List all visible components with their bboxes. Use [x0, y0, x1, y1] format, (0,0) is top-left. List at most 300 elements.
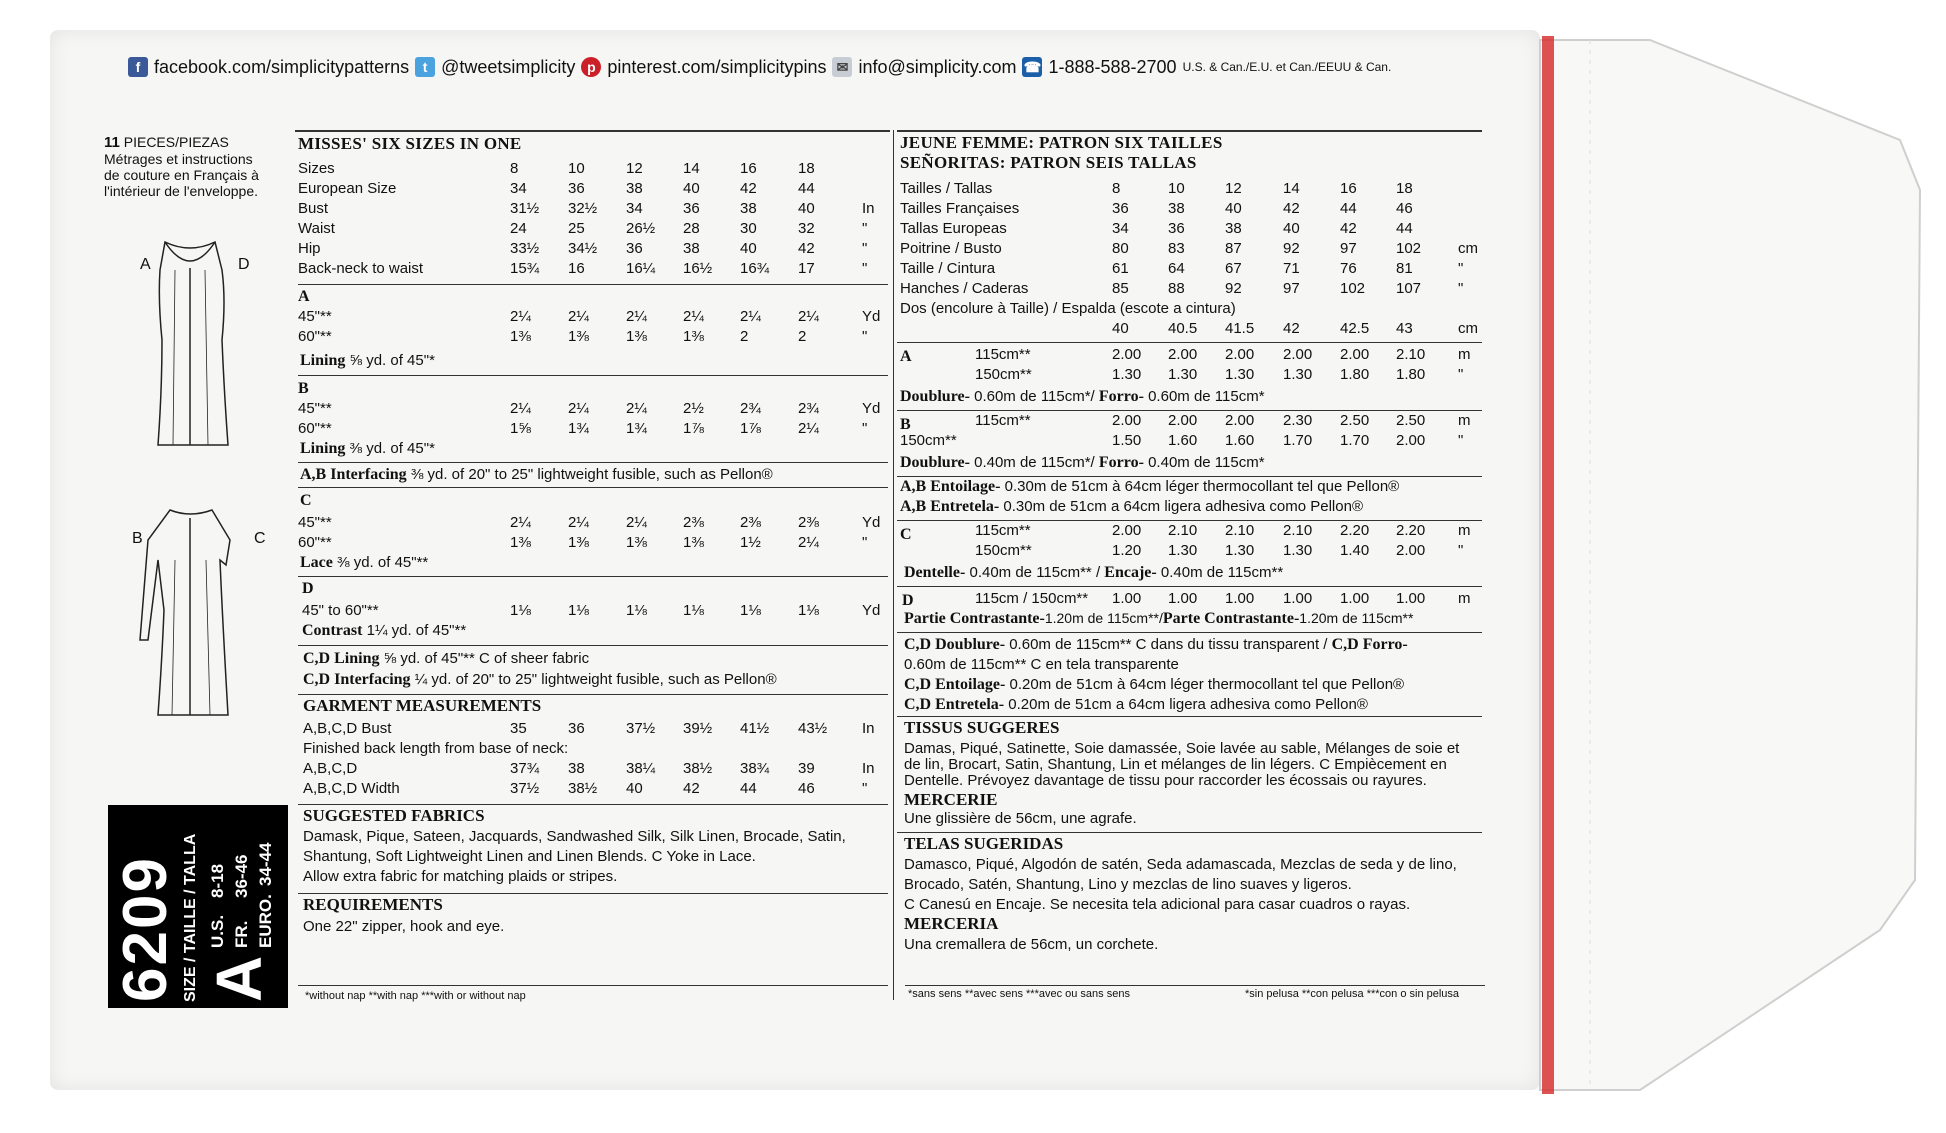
entoilage-text: 0.30m de 51cm à 64cm léger thermocollant tel que Pellon® — [1000, 478, 1400, 495]
rule — [897, 632, 1482, 633]
garment-row-value: 42 — [683, 780, 700, 797]
size-row-unit: " — [1458, 260, 1464, 277]
pattern-number: 6209 — [111, 856, 180, 1002]
size-row-value: 42 — [1340, 220, 1357, 237]
cd-lining-text: ⅝ yd. of 45"** C of sheer fabric — [379, 650, 590, 667]
contrast-text: 1¼ yd. of 45"** — [362, 622, 467, 639]
size-row-label: Tailles Françaises — [900, 200, 1020, 217]
size-row-value: 16 — [1340, 180, 1357, 197]
size-row-label: Poitrine / Busto — [900, 240, 1002, 257]
dentelle-text: 0.40m de 115cm** / — [965, 564, 1105, 581]
garment-row-value: 37¾ — [510, 760, 540, 777]
parte-label: Parte Contrastante- — [1162, 610, 1300, 627]
size-row-value: 85 — [1112, 280, 1129, 297]
meterage-row-label: 150cm** — [975, 366, 1032, 383]
encaje-label: Encaje- — [1104, 564, 1157, 581]
dos-label: Dos (encolure à Taille) / Espalda (escote a cintura) — [900, 300, 1236, 317]
rule — [897, 586, 1482, 587]
meterage-row-unit: m — [1458, 412, 1471, 429]
cd-entretela-line — [904, 696, 1368, 714]
suggested-fabrics-title: SUGGESTED FABRICS — [303, 806, 485, 825]
dress-view-ad-drawing — [158, 242, 228, 445]
size-row-value: 8 — [510, 160, 519, 177]
view-c-heading: C — [900, 526, 912, 543]
phone-icon: ☎ — [1023, 59, 1042, 75]
meterage-row-value: 1.80 — [1340, 366, 1370, 383]
yardage-row-unit: Yd — [862, 308, 881, 325]
tissus-text: Dentelle. Prévoyez davantage de tissu pour raccorder les écossais ou rayures. — [904, 772, 1427, 789]
size-row-value: 36 — [1112, 200, 1129, 217]
yardage-row-value: 1¾ — [626, 420, 647, 437]
size-row-unit: " — [862, 240, 868, 257]
yardage-row-value: 1¾ — [568, 420, 589, 437]
meterage-row-label: 150cm** — [900, 432, 957, 449]
contrast-line — [302, 622, 466, 640]
meterage-row-label: 150cm** — [975, 542, 1032, 559]
yardage-row-value: 2⅜ — [798, 514, 819, 531]
size-row-value: 31½ — [510, 200, 540, 217]
telas-text: Brocado, Satén, Shantung, Lino y mezclas de lino suaves y ligeros. — [904, 876, 1352, 893]
size-row-unit: " — [1458, 280, 1464, 297]
garment-row-value: 38¾ — [740, 760, 770, 777]
lining-line — [300, 440, 435, 458]
size-row-value: 12 — [1225, 180, 1242, 197]
meterage-row-value: 1.80 — [1396, 366, 1426, 383]
garment-row-value: 38 — [568, 760, 585, 777]
ab-entoilage-line — [900, 478, 1399, 496]
size-row-value: 36 — [626, 240, 643, 257]
cd-entoilage-label: C,D Entoilage- — [904, 676, 1006, 693]
size-row-value: 61 — [1112, 260, 1129, 277]
yardage-row-value: 2¼ — [510, 514, 531, 531]
yardage-row-value: 2 — [798, 328, 807, 345]
dos-row-value: 42.5 — [1340, 320, 1370, 337]
rule — [298, 462, 888, 463]
yardage-row-value: 1⅛ — [798, 602, 819, 619]
yardage-row-unit: Yd — [862, 400, 881, 417]
tissus-text: Damas, Piqué, Satinette, Soie damassée, Soie lavée au sable, Mélanges de soie et — [904, 740, 1460, 757]
lining-line — [300, 352, 435, 370]
rule — [897, 410, 1482, 411]
yardage-row-value: 2¾ — [798, 400, 819, 417]
meterage-row-value: 1.20 — [1112, 542, 1142, 559]
email-link[interactable]: info@simplicity.com — [858, 56, 1017, 77]
size-row-value: 76 — [1340, 260, 1357, 277]
cd-lining-line — [303, 650, 589, 668]
size-row-value: 40 — [683, 180, 700, 197]
size-row-label: Bust — [298, 200, 329, 217]
merceria-title: MERCERIA — [904, 914, 999, 933]
dentelle-line — [904, 564, 1283, 582]
yardage-row-label: 60"** — [298, 420, 332, 437]
yardage-row-unit: " — [862, 534, 868, 551]
size-row-value: 10 — [1168, 180, 1185, 197]
forro-label: Forro- — [1098, 388, 1144, 405]
doublure-text: 0.40m de 115cm*/ — [969, 454, 1099, 471]
meterage-row-value: 2.00 — [1168, 412, 1198, 429]
twitter-icon: t — [415, 57, 435, 77]
meterage-row-value: 1.00 — [1168, 590, 1198, 607]
size-row-value: 83 — [1168, 240, 1185, 257]
partie-text: 1.20m de 115cm**/ — [1044, 610, 1163, 626]
size-row-label: Tailles / Tallas — [900, 180, 993, 197]
size-row-label: Back-neck to waist — [298, 260, 424, 277]
doublure-line — [900, 454, 1265, 472]
size-letter: A — [203, 955, 275, 1002]
size-row-value: 24 — [510, 220, 527, 237]
interfacing-text: ⅜ yd. of 20" to 25" lightweight fusible, such as Pellon® — [406, 466, 773, 483]
size-row-value: 16¼ — [626, 260, 656, 277]
yardage-row-value: 1⅞ — [740, 420, 761, 437]
view-a-heading: A — [900, 348, 912, 365]
size-row-value: 38 — [1225, 220, 1242, 237]
meterage-row-value: 2.10 — [1283, 522, 1313, 539]
requirements-title: REQUIREMENTS — [303, 895, 443, 914]
entretela-label: A,B Entretela- — [900, 498, 1000, 515]
size-row-value: 44 — [798, 180, 815, 197]
garment-row-unit: In — [862, 760, 875, 777]
meterage-row-value: 1.30 — [1225, 366, 1255, 383]
tissus-text: de lin, Brocart, Satin, Shantung, Lin et mélanges de lin légers. C Empiècement en — [904, 756, 1447, 773]
meterage-row-unit: " — [1458, 432, 1464, 449]
meterage-row-value: 2.10 — [1168, 522, 1198, 539]
meterage-row-value: 2.10 — [1396, 346, 1426, 363]
meterage-row-unit: m — [1458, 522, 1471, 539]
rule — [897, 342, 1482, 343]
yardage-row-label: 45" to 60"** — [302, 602, 379, 619]
size-row-value: 36 — [1168, 220, 1185, 237]
garment-row-value: 35 — [510, 720, 527, 737]
telas-text: C Canesú en Encaje. Se necesita tela adicional para casar cuadros o rayas. — [904, 896, 1411, 913]
garment-row-unit: " — [862, 780, 868, 797]
size-row-value: 14 — [1283, 180, 1300, 197]
merceria-text: Una cremallera de 56cm, un corchete. — [904, 936, 1159, 953]
yardage-row-value: 1⅛ — [568, 602, 589, 619]
pieces-note-line: Métrages et instructions — [104, 151, 253, 167]
size-row-value: 10 — [568, 160, 585, 177]
meterage-row-label: 115cm / 150cm** — [975, 590, 1089, 607]
size-row-value: 64 — [1168, 260, 1185, 277]
rule — [298, 893, 888, 894]
rule — [295, 130, 890, 132]
size-row-value: 16½ — [683, 260, 713, 277]
size-row-value: 97 — [1340, 240, 1357, 257]
meterage-row-value: 1.70 — [1283, 432, 1313, 449]
size-row-value: 36 — [683, 200, 700, 217]
view-label-c: C — [254, 530, 266, 547]
yardage-row-value: 2¼ — [626, 308, 647, 325]
meterage-row-unit: m — [1458, 590, 1471, 607]
size-row-value: 38 — [1168, 200, 1185, 217]
cd-forro-label: C,D Forro- — [1331, 636, 1408, 653]
yardage-row-label: 45"** — [298, 514, 332, 531]
ab-interfacing-line — [300, 466, 773, 484]
yardage-row-value: 1⅝ — [510, 420, 531, 437]
entretela-text: 0.30m de 51cm a 64cm ligera adhesiva como Pellon® — [999, 498, 1363, 515]
size-row-value: 92 — [1283, 240, 1300, 257]
lining-text: ⅝ yd. of 45"* — [345, 352, 435, 369]
size-row-value: 14 — [683, 160, 700, 177]
size-row-value: 32½ — [568, 200, 598, 217]
size-row-value: 102 — [1396, 240, 1422, 257]
meterage-row-unit: " — [1458, 366, 1464, 383]
yardage-row-value: 1⅛ — [740, 602, 761, 619]
size-row-unit: " — [862, 220, 868, 237]
meterage-row-value: 1.00 — [1225, 590, 1255, 607]
size-row-value: 34 — [1112, 220, 1129, 237]
size-row-value: 34 — [626, 200, 643, 217]
cd-entoilage-line — [904, 676, 1404, 694]
size-row-value: 18 — [1396, 180, 1413, 197]
garment-row-label: A,B,C,D Width — [303, 780, 400, 797]
view-a-heading: A — [298, 288, 310, 305]
yardage-row-value: 2¼ — [626, 400, 647, 417]
yardage-row-unit: Yd — [862, 602, 881, 619]
cd-interfacing-text: ¼ yd. of 20" to 25" lightweight fusible, such as Pellon® — [410, 671, 777, 688]
size-row-value: 40 — [798, 200, 815, 217]
meterage-row-value: 1.30 — [1168, 542, 1198, 559]
size-row-value: 16 — [568, 260, 585, 277]
rule — [897, 520, 1482, 521]
partie-label: Partie Contrastante- — [904, 610, 1045, 627]
dress-view-bc-drawing — [140, 510, 230, 715]
yardage-row-value: 2½ — [683, 400, 704, 417]
french-title: JEUNE FEMME: PATRON SIX TAILLES — [900, 133, 1223, 152]
yardage-row-value: 1⅜ — [568, 534, 589, 551]
size-row-value: 107 — [1396, 280, 1422, 297]
yardage-row-unit: " — [862, 420, 868, 437]
fabrics-text: Damask, Pique, Sateen, Jacquards, Sandwashed Silk, Silk Linen, Brocade, Satin, — [303, 828, 846, 845]
phone-number: 1-888-588-2700 — [1048, 56, 1177, 77]
dos-row-value: 43 — [1396, 320, 1413, 337]
view-label-d: D — [238, 256, 250, 273]
garment-row-value: 37½ — [510, 780, 540, 797]
mercerie-title: MERCERIE — [904, 790, 998, 809]
size-row-value: 26½ — [626, 220, 656, 237]
footnote-french: *sans sens **avec sens ***avec ou sans sens — [908, 988, 1130, 1000]
view-label-b: B — [132, 530, 143, 547]
facebook-icon: f — [128, 57, 148, 77]
size-row-unit: " — [862, 260, 868, 277]
meterage-row-value: 1.00 — [1283, 590, 1313, 607]
cd-interfacing-label: C,D Interfacing — [303, 671, 411, 688]
yardage-row-value: 1⅞ — [683, 420, 704, 437]
yardage-row-value: 2¼ — [568, 308, 589, 325]
size-row-value: 42 — [740, 180, 757, 197]
size-row-label: European Size — [298, 180, 397, 197]
euro-sizes: 34-44 — [256, 842, 275, 886]
size-row-value: 46 — [1396, 200, 1413, 217]
cd-entretela-text: 0.20m de 51cm a 64cm ligera adhesiva como Pellon® — [1004, 696, 1368, 713]
phone-region: U.S. & Can./E.U. et Can./EEUU & Can. — [1182, 60, 1392, 74]
view-d-heading: D — [902, 592, 914, 609]
size-row-value: 80 — [1112, 240, 1129, 257]
rule — [897, 832, 1482, 833]
encaje-text: 0.40m de 115cm** — [1156, 564, 1284, 581]
yardage-row-value: 1⅜ — [683, 534, 704, 551]
garment-row-value: 39½ — [683, 720, 713, 737]
forro-text: 0.40m de 115cm* — [1143, 454, 1265, 471]
us-sizes: 8-18 — [208, 863, 227, 898]
size-row-unit: cm — [1458, 240, 1478, 257]
yardage-row-unit: Yd — [862, 514, 881, 531]
size-row-value: 17 — [798, 260, 815, 277]
size-row-label: Hip — [298, 240, 321, 257]
pieces-count: 11 — [104, 134, 120, 151]
forro-label: Forro- — [1098, 454, 1144, 471]
rule — [298, 645, 888, 646]
footnote-english: *without nap **with nap ***with or without nap — [305, 990, 526, 1002]
rule — [905, 985, 1485, 986]
size-row-value: 42 — [798, 240, 815, 257]
size-row-value: 32 — [798, 220, 815, 237]
meterage-row-value: 1.40 — [1340, 542, 1370, 559]
size-label: SIZE / TAILLE / TALLA — [182, 833, 199, 1002]
facebook-link[interactable]: facebook.com/simplicitypatterns — [154, 56, 410, 77]
fabrics-text: Shantung, Soft Lightweight Linen and Linen Blends. C Yoke in Lace. — [303, 848, 756, 865]
twitter-link[interactable]: @tweetsimplicity — [441, 56, 576, 77]
size-row-value: 8 — [1112, 180, 1121, 197]
us-label: U.S. — [208, 914, 227, 948]
dos-row-value: 42 — [1283, 320, 1300, 337]
meterage-row-value: 2.50 — [1396, 412, 1426, 429]
yardage-row-value: 2¼ — [798, 308, 819, 325]
size-row-label: Hanches / Caderas — [900, 280, 1029, 297]
view-d-heading: D — [302, 580, 314, 597]
size-row-label: Sizes — [298, 160, 335, 177]
size-row-label: Taille / Cintura — [900, 260, 996, 277]
yardage-row-value: 2¼ — [510, 308, 531, 325]
meterage-row-value: 1.30 — [1283, 542, 1313, 559]
view-label-a: A — [140, 256, 151, 273]
yardage-row-value: 1½ — [740, 534, 761, 551]
fr-label: FR. — [232, 920, 251, 948]
garment-row-value: 38½ — [568, 780, 598, 797]
meterage-row-value: 2.00 — [1168, 346, 1198, 363]
telas-title: TELAS SUGERIDAS — [904, 834, 1064, 853]
rule — [897, 716, 1482, 717]
yardage-row-value: 1⅛ — [683, 602, 704, 619]
yardage-row-value: 1⅜ — [568, 328, 589, 345]
pieces-label: PIECES/PIEZAS — [123, 134, 229, 150]
meterage-row-value: 2.00 — [1225, 346, 1255, 363]
yardage-row-label: 45"** — [298, 400, 332, 417]
meterage-row-label: 115cm** — [975, 412, 1031, 429]
dos-row-value: 41.5 — [1225, 320, 1255, 337]
garment-row-value: 41½ — [740, 720, 770, 737]
tissus-title: TISSUS SUGGERES — [904, 718, 1060, 737]
meterage-row-value: 1.30 — [1283, 366, 1313, 383]
size-row-value: 16¾ — [740, 260, 770, 277]
meterage-row-value: 2.00 — [1225, 412, 1255, 429]
yardage-row-value: 1⅜ — [626, 328, 647, 345]
cd-lining-label: C,D Lining — [303, 650, 380, 667]
forro-text: 0.60m de 115cm* — [1143, 388, 1265, 405]
view-b-heading: B — [298, 380, 309, 397]
dos-row-value: 40.5 — [1168, 320, 1198, 337]
cd-doublure-text: 0.60m de 115cm** C dans du tissu transparent / — [1005, 636, 1332, 653]
size-row-value: 12 — [626, 160, 643, 177]
pinterest-link[interactable]: pinterest.com/simplicitypins — [607, 56, 827, 77]
english-title: MISSES' SIX SIZES IN ONE — [298, 134, 522, 153]
view-b-heading: B — [900, 416, 911, 433]
garment-row-value: 39 — [798, 760, 815, 777]
rule — [897, 130, 1482, 132]
size-row-value: 38 — [683, 240, 700, 257]
lining-label: Lining — [300, 352, 346, 369]
meterage-row-value: 1.30 — [1112, 366, 1142, 383]
meterage-row-value: 1.60 — [1225, 432, 1255, 449]
size-row-value: 18 — [798, 160, 815, 177]
meterage-row-value: 1.50 — [1112, 432, 1142, 449]
dentelle-label: Dentelle- — [904, 564, 966, 581]
size-row-unit: In — [862, 200, 875, 217]
cd-entretela-label: C,D Entretela- — [904, 696, 1005, 713]
entoilage-label: A,B Entoilage- — [900, 478, 1001, 495]
doublure-label: Doublure- — [900, 388, 970, 405]
euro-label: EURO. — [256, 894, 275, 948]
mercerie-text: Une glissière de 56cm, une agrafe. — [904, 810, 1137, 827]
meterage-row-value: 1.70 — [1340, 432, 1370, 449]
size-row-value: 40 — [1283, 220, 1300, 237]
yardage-row-label: 60"** — [298, 534, 332, 551]
size-row-value: 97 — [1283, 280, 1300, 297]
size-row-value: 87 — [1225, 240, 1242, 257]
yardage-row-value: 2¼ — [740, 308, 761, 325]
size-row-label: Waist — [298, 220, 335, 237]
garment-row-value: 40 — [626, 780, 643, 797]
meterage-row-label: 115cm** — [975, 346, 1031, 363]
meterage-row-value: 2.20 — [1396, 522, 1426, 539]
yardage-row-value: 1⅛ — [510, 602, 531, 619]
size-row-value: 36 — [568, 180, 585, 197]
contrast-line — [904, 610, 1413, 628]
size-row-value: 44 — [1340, 200, 1357, 217]
yardage-row-value: 2¼ — [798, 420, 819, 437]
spanish-title: SEÑORITAS: PATRON SEIS TALLAS — [900, 153, 1197, 172]
cd-entoilage-text: 0.20m de 51cm à 64cm léger thermocollant tel que Pellon® — [1005, 676, 1405, 693]
garment-row-value: 36 — [568, 720, 585, 737]
meterage-row-value: 1.00 — [1396, 590, 1426, 607]
yardage-row-value: 1⅜ — [510, 328, 531, 345]
telas-text: Damasco, Piqué, Algodón de satén, Seda adamascada, Mezclas de seda y de lino, — [904, 856, 1457, 873]
meterage-row-value: 1.00 — [1112, 590, 1142, 607]
garment-row-unit: In — [862, 720, 875, 737]
lace-label: Lace — [300, 554, 333, 571]
contact-bar — [128, 52, 1391, 82]
size-row-value: 34 — [510, 180, 527, 197]
size-row-value: 102 — [1340, 280, 1366, 297]
size-row-value: 15¾ — [510, 260, 540, 277]
yardage-row-value: 2⅜ — [740, 514, 761, 531]
yardage-row-value: 1⅜ — [626, 534, 647, 551]
rule — [298, 576, 888, 577]
size-row-label: Tallas Europeas — [900, 220, 1007, 237]
garment-row-value: 46 — [798, 780, 815, 797]
fabrics-text: Allow extra fabric for matching plaids or stripes. — [303, 868, 618, 885]
size-row-value: 28 — [683, 220, 700, 237]
doublure-line — [900, 388, 1265, 406]
garment-row-value: 44 — [740, 780, 757, 797]
size-row-value: 44 — [1396, 220, 1413, 237]
finished-back-label: Finished back length from base of neck: — [303, 740, 569, 757]
rule — [298, 694, 888, 695]
yardage-row-value: 2¼ — [683, 308, 704, 325]
size-row-value: 34½ — [568, 240, 598, 257]
email-icon: ✉ — [832, 57, 852, 77]
yardage-row-value: 2¾ — [740, 400, 761, 417]
column-divider — [893, 130, 894, 1000]
